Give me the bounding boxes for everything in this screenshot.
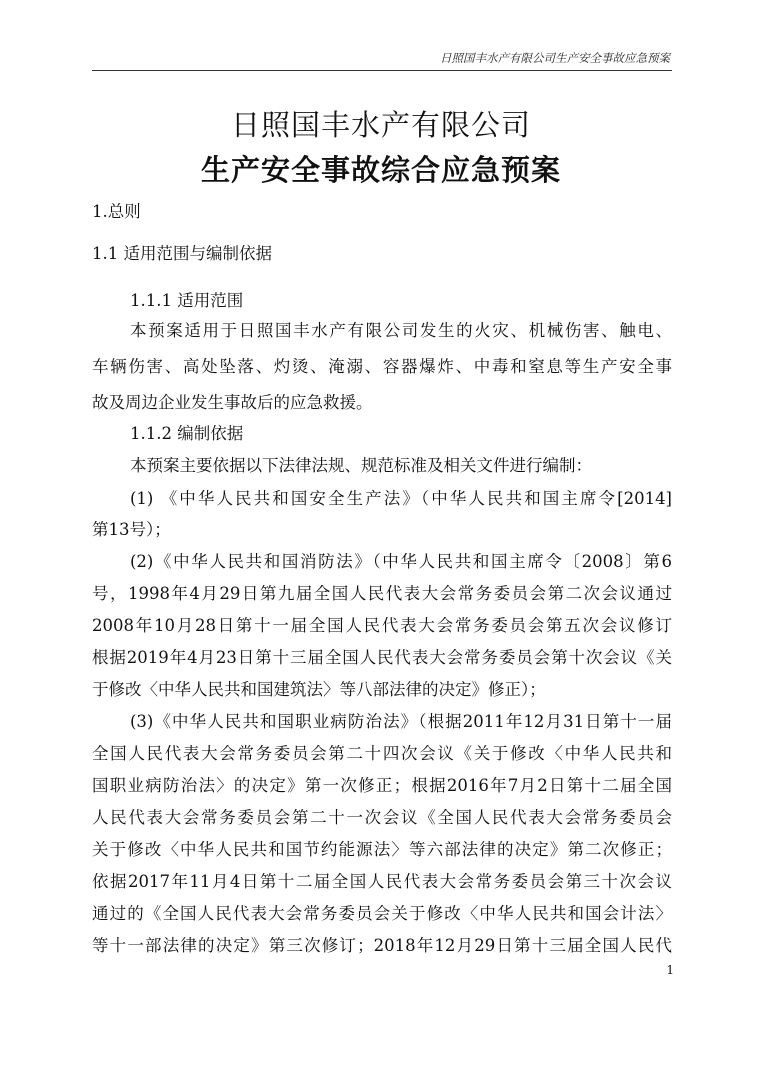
list-item-line: 等十一部法律的决定》第三次修订；2018年12月29日第十三届全国人民代 [92,936,672,955]
list-item-line: (2)《中华人民共和国消防法》（中华人民共和国主席令〔2008〕第6 [130,552,672,571]
list-item-line: 号，1998年4月29日第九届全国人民代表大会常务委员会第二次会议通过 [92,584,672,603]
section-heading-1-1-1: 1.1.1 适用范围 [130,291,244,310]
list-item-line: (3)《中华人民共和国职业病防治法》（根据2011年12月31日第十一届 [130,712,672,731]
list-item-line: 人民代表大会常务委员会第二十一次会议《全国人民代表大会常务委员会 [92,808,672,827]
list-item-line: 国职业病防治法〉的决定》第一次修正；根据2016年7月2日第十二届全国 [92,776,672,795]
section-heading-1-1-2: 1.1.2 编制依据 [130,424,244,443]
list-item-line: 依据2017年11月4日第十二届全国人民代表大会常务委员会第三十次会议 [92,872,672,891]
document-title: 生产安全事故综合应急预案 [200,153,561,187]
list-item-line: 全国人民代表大会常务委员会第二十四次会议《关于修改〈中华人民共和 [92,744,672,763]
list-item-line: 于修改〈中华人民共和国建筑法〉等八部法律的决定》修正）； [92,680,546,699]
header-divider [92,70,672,71]
list-item-line: 根据2019年4月23日第十三届全国人民代表大会常务委员会第十次会议《关 [92,648,672,667]
list-item-line: 通过的《全国人民代表大会常务委员会关于修改〈中华人民共和国会计法〉 [92,904,672,923]
paragraph-line: 故及周边企业发生事故后的应急救援。 [92,393,373,412]
paragraph-line: 车辆伤害、高处坠落、灼烫、淹溺、容器爆炸、中毒和窒息等生产安全事 [92,357,672,376]
list-item-line: 2008年10月28日第十一届全国人民代表大会常务委员会第五次会议修订 [92,616,672,635]
list-item-line: (1) 《中华人民共和国安全生产法》（中华人民共和国主席令[2014] [130,489,672,508]
document-title-company: 日照国丰水产有限公司 [230,108,531,142]
section-heading-1-1: 1.1 适用范围与编制依据 [92,244,272,263]
paragraph-line: 本预案主要依据以下法律法规、规范标准及相关文件进行编制： [130,456,592,475]
page-number: 1 [666,963,674,977]
list-item-line: 第13号）； [92,520,171,539]
section-heading-1: 1.总则 [92,202,141,221]
paragraph-line: 本预案适用于日照国丰水产有限公司发生的火灾、机械伤害、触电、 [130,321,672,340]
list-item-line: 关于修改〈中华人民共和国节约能源法〉等六部法律的决定》第二次修正； [92,840,672,859]
running-header: 日照国丰水产有限公司生产安全事故应急预案 [440,51,670,65]
